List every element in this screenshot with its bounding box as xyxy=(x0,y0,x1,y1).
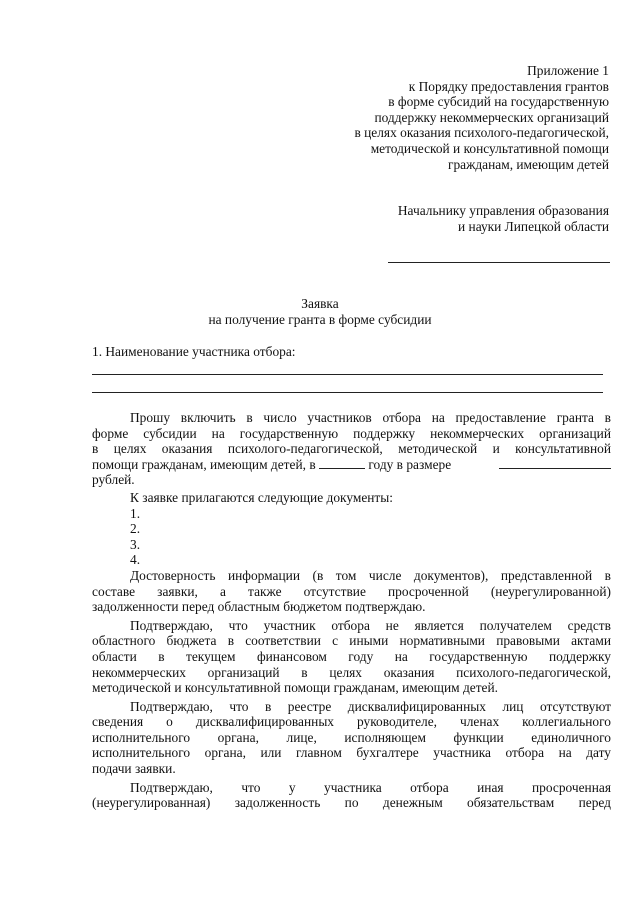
addressee-block xyxy=(279,203,609,234)
request-paragraph xyxy=(92,410,611,488)
text-line: составе заявки, а также отсутствие просроченной (неурегулированной) xyxy=(92,583,611,599)
text-line: Подтверждаю, что в реестре дисквалифицированных лиц отсутствуют xyxy=(130,698,611,714)
appendix-header xyxy=(279,63,609,172)
confirm-disqualified-paragraph xyxy=(92,699,611,777)
addressee-line: и науки Липецкой области xyxy=(458,218,609,234)
text-line: исполнительного органа, или главном бухгалтере участника отбора на дату xyxy=(92,745,611,761)
text-line xyxy=(92,457,611,473)
attachment-item: 3. xyxy=(130,536,141,552)
text-line: в целях оказания психолого-педагогической, методической и консультативной xyxy=(92,441,611,457)
text-line: области в текущем финансовом году на государственную поддержку xyxy=(92,648,611,664)
appendix-line: в форме субсидий на государственную xyxy=(388,94,609,110)
addressee-line: Начальнику управления образования xyxy=(397,203,609,218)
appendix-line: к Порядку предоставления грантов xyxy=(408,78,609,94)
text-line: некоммерческих организаций в целях оказания психолого-педагогической, xyxy=(92,664,611,680)
text-line: подачи заявки. xyxy=(92,761,176,777)
attachment-item: 2. xyxy=(130,521,141,537)
appendix-line: Приложение 1 xyxy=(527,63,609,78)
appendix-line: гражданам, имеющим детей xyxy=(447,156,609,172)
participant-name-line xyxy=(92,374,603,375)
text-line: Подтверждаю, что участник отбора не является получателем средств xyxy=(130,617,611,633)
participant-name-label: 1. Наименование участника отбора: xyxy=(92,344,296,359)
text-line: исполнительного органа, лице, исполняющем функции единоличного xyxy=(92,729,611,745)
amount-blank xyxy=(499,457,611,469)
text-fragment: помощи гражданам, имеющим детей, в xyxy=(92,456,316,472)
confirm-not-recipient-paragraph xyxy=(92,618,611,696)
text-line: (неурегулированная) задолженность по денежным обязательствам перед xyxy=(92,795,611,811)
year-blank xyxy=(319,457,365,469)
text-line: методической и консультативной помощи гражданам, имеющим детей. xyxy=(92,680,499,696)
appendix-line: поддержку некоммерческих организаций xyxy=(374,109,609,125)
application-body xyxy=(92,410,611,811)
text-line: сведения о дисквалифицированных руководителе, членах коллегиального xyxy=(92,714,611,730)
text-line: областного бюджета в соответствии с иными нормативными правовыми актами xyxy=(92,633,611,649)
attachment-item: 1. xyxy=(130,505,141,521)
confirm-debt-paragraph xyxy=(92,780,611,811)
text-line: Прошу включить в число участников отбора на предоставление гранта в xyxy=(130,410,611,425)
document-subtitle: на получение гранта в форме субсидии xyxy=(208,312,432,327)
reliability-paragraph xyxy=(92,568,611,615)
document-title: Заявка xyxy=(301,296,339,311)
text-line: форме субсидии на государственную поддержку некоммерческих организаций xyxy=(92,425,611,441)
addressee-signature-line xyxy=(388,262,610,263)
attachments-intro: К заявке прилагаются следующие документы: xyxy=(130,489,394,505)
text-line: Подтверждаю, что у участника отбора иная просроченная xyxy=(130,779,611,795)
attachment-item: 4. xyxy=(130,552,141,568)
text-line: Достоверность информации (в том числе документов), представленной в xyxy=(130,567,611,583)
appendix-line: в целях оказания психолого-педагогической, xyxy=(354,125,609,141)
text-line: рублей. xyxy=(92,472,135,488)
participant-name-line xyxy=(92,392,603,393)
text-line: задолженности перед областным бюджетом подтверждаю. xyxy=(92,599,426,615)
appendix-line: методической и консультативной помощи xyxy=(370,140,609,156)
text-fragment: году в размере xyxy=(368,456,452,472)
